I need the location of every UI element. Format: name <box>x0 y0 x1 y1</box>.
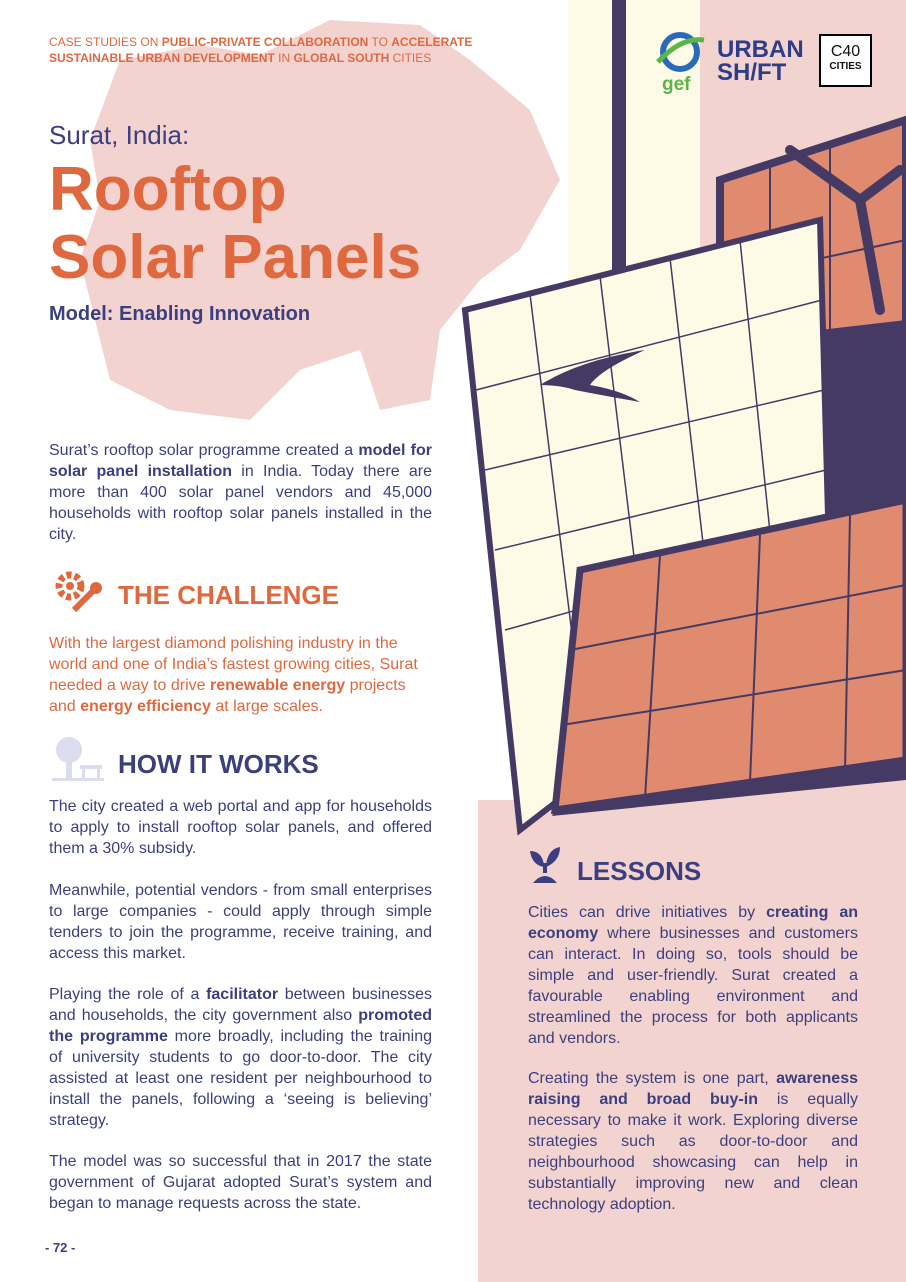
how-paragraph-1: The city created a web portal and app for households to apply to install rooftop solar panels, and offered them a 30% subsidy. <box>49 798 432 857</box>
urbanshift-logo-text: URBAN <box>717 36 804 63</box>
kicker-text: PUBLIC-PRIVATE COLLABORATION <box>161 35 369 49</box>
title-line: Rooftop <box>49 155 287 224</box>
kicker-text: CITIES <box>389 51 432 65</box>
urbanshift-logo-text: SH/FT <box>717 59 787 86</box>
kicker-text: ACCELERATE <box>391 35 473 49</box>
model-subtitle: Model: Enabling Innovation <box>49 303 311 325</box>
urbanshift-logo <box>717 38 804 84</box>
kicker-text: IN <box>274 51 294 65</box>
title-line: Solar Panels <box>49 223 422 292</box>
intro-paragraph: Surat’s rooftop solar programme created a model for solar panel installation in India. Today there are more than 400 solar panel vendors and 45,000 households with rooftop solar panels installed in the city. <box>49 442 432 543</box>
page-number: - 72 - <box>45 1240 76 1255</box>
sprout-icon <box>528 843 562 888</box>
page-title <box>49 156 421 292</box>
kicker-text: CASE STUDIES ON <box>49 35 162 49</box>
gef-logo-text: gef <box>662 74 691 95</box>
series-kicker <box>49 34 489 66</box>
lessons-paragraph-2: Creating the system is one part, awareness raising and broad buy-in is equally necessary to make it work. Exploring diverse strategies such as door-to-door and neighbourhood showcasing can help in substantially improving new and clean technology adoption. <box>528 1070 858 1213</box>
tree-bench-icon <box>52 735 104 790</box>
gef-logo <box>656 32 706 95</box>
kicker-text: SUSTAINABLE URBAN DEVELOPMENT <box>49 51 275 65</box>
how-paragraph-3: Playing the role of a facilitator between businesses and households, the city government also promoted the programme more broadly, including the training of university students to go door-to-door. The city assisted at least one resident per neighbourhood to install the panels, following a ‘seeing is believing’ strategy. <box>49 986 432 1129</box>
how-paragraph-4: The model was so successful that in 2017 the state government of Gujarat adopted Surat’s system and began to manage requests across the state. <box>49 1153 432 1212</box>
lessons-heading: LESSONS <box>577 856 702 886</box>
lessons-paragraph-1: Cities can drive initiatives by creating an economy where businesses and customers can interact. In doing so, tools should be simple and user-friendly. Surat created a favourable enabling environment and streamlined the process for both applicants and vendors. <box>528 904 859 1047</box>
c40-logo <box>819 34 872 87</box>
city-heading: Surat, India: <box>49 120 190 150</box>
how-it-works-heading: HOW IT WORKS <box>118 749 319 779</box>
c40-logo-text: C40 <box>830 43 861 60</box>
challenge-heading: THE CHALLENGE <box>118 580 339 610</box>
c40-logo-text: CITIES <box>829 61 862 72</box>
how-paragraph-2: Meanwhile, potential vendors - from small enterprises to large companies - could apply through simple tenders to join the programme, receive training, and access this market. <box>49 882 432 962</box>
challenge-paragraph: With the largest diamond polishing industry in the world and one of India’s fastest growing cities, Surat needed a way to drive renewable energy projects and energy efficiency at large scales. <box>49 635 418 715</box>
kicker-text: GLOBAL SOUTH <box>293 51 390 65</box>
kicker-text: TO <box>368 35 392 49</box>
gear-wrench-icon <box>52 568 104 623</box>
